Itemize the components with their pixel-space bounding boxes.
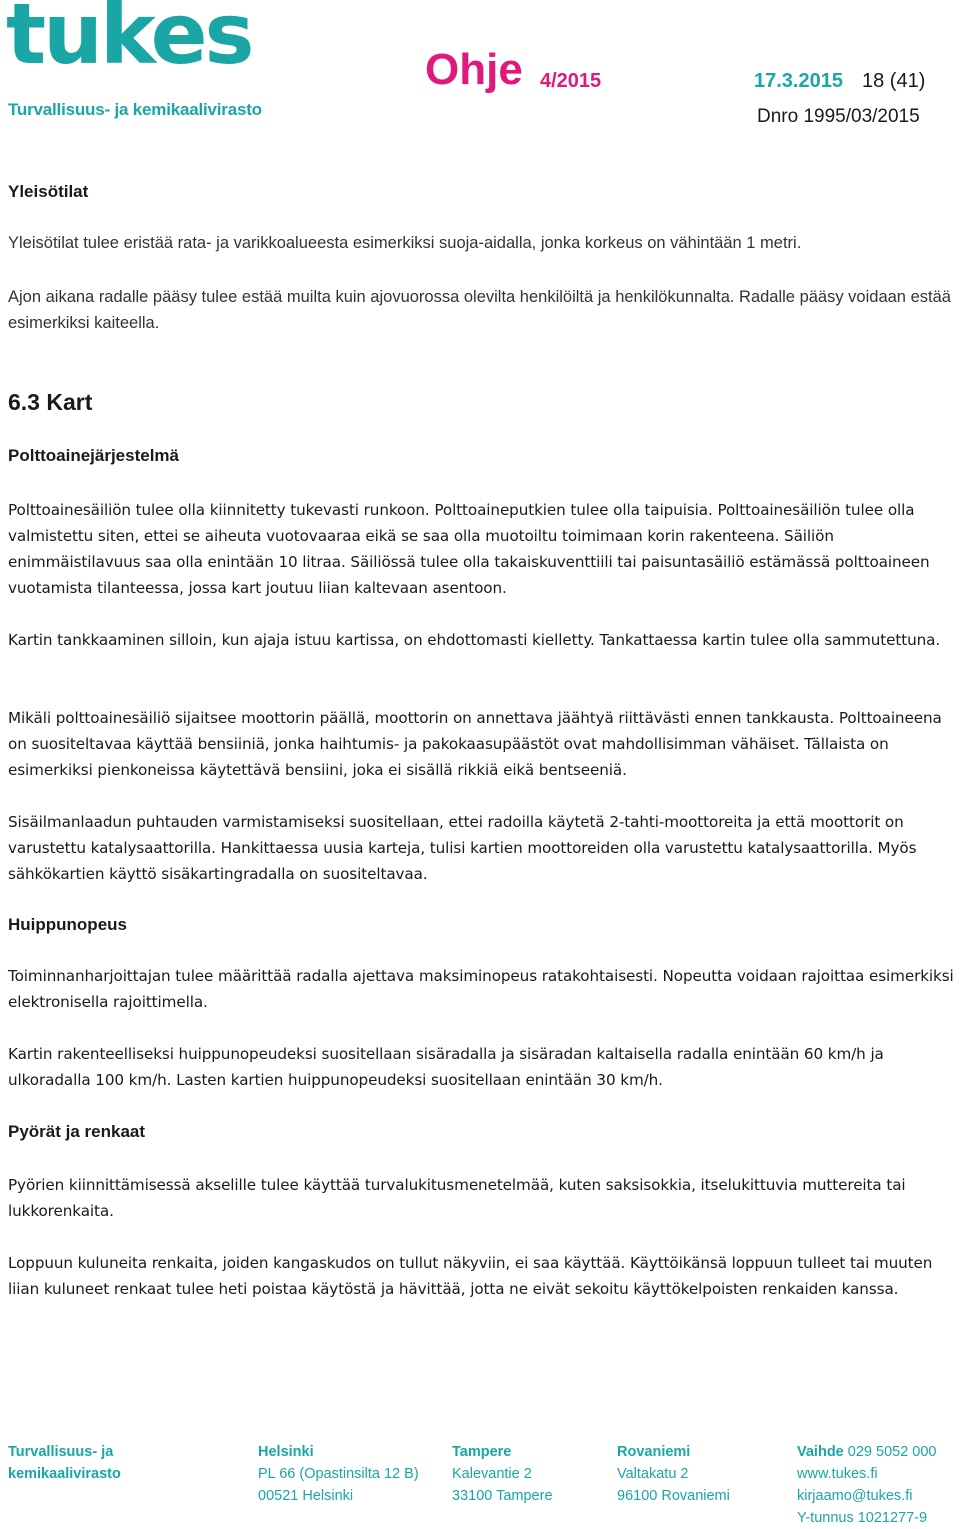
page-number: 18 (41) bbox=[862, 70, 926, 92]
paragraph-1: Yleisötilat tulee eristää rata- ja varikkoalueesta esimerkiksi suoja-aidalla, jonka korkeus on vähintään 1 metri. bbox=[8, 234, 802, 252]
section-heading-kart: 6.3 Kart bbox=[8, 389, 93, 415]
document-type: Ohje bbox=[425, 45, 523, 94]
paragraph-3: Polttoainesäiliön tulee olla kiinnitetty tukevasti runkoon. Polttoaineputkien tulee olla taipuisia. Polttoainesäiliön tulee olla valmistettu siten, ettei se aiheuta vuotovaaraa eikä se saa olla muotoiltu toimimaan korin rakenteena. Säiliön enimmäistilavuus saa olla enintään 10 litraa. Säiliössä tulee olla takaiskuventtiili tai paisuntasäiliö estämässä polttoaineen vuotamista tilanteessa, jossa kart joutuu liian kaltevaan asentoon. bbox=[8, 501, 930, 597]
footer-tampere bbox=[452, 1441, 612, 1507]
heading-polttoainejarjestelma: Polttoainejärjestelmä bbox=[8, 446, 180, 465]
footer-vaihde-number: 029 5052 000 bbox=[847, 1444, 937, 1460]
heading-pyorat-ja-renkaat: Pyörät ja renkaat bbox=[8, 1122, 146, 1141]
document-number: 4/2015 bbox=[540, 70, 602, 92]
footer-rovaniemi-postal: 96100 Rovaniemi bbox=[617, 1488, 730, 1504]
paragraph-9: Pyörien kiinnittämisessä akselille tulee käyttää turvalukitusmenetelmää, kuten saksisokkia, itselukittuvia muttereita tai lukkorenkaita. bbox=[8, 1176, 906, 1220]
footer-org-line1: Turvallisuus- ja bbox=[8, 1444, 114, 1460]
footer-organization bbox=[8, 1441, 238, 1485]
paragraph-2: Ajon aikana radalle pääsy tulee estää muilta kuin ajovuorossa olevilta henkilöiltä ja henkilökunnalta. Radalle pääsy voidaan estää esimerkiksi kaiteella. bbox=[8, 288, 951, 332]
paragraph-5: Mikäli polttoainesäiliö sijaitsee moottorin päällä, moottorin on annettava jäähtyä riittävästi ennen tankkausta. Polttoaineena on suositeltavaa käyttää bensiiniä, jonka haihtumis- ja pakokaasupäästöt ovat mahdollisimman vähäiset. Tällaista on esimerkiksi pienkoneissa käytettävä bensiini, joka ei sisällä rikkiä eikä bentseeniä. bbox=[8, 709, 942, 779]
document-date: 17.3.2015 bbox=[754, 70, 843, 92]
paragraph-7: Toiminnanharjoittajan tulee määrittää radalla ajettava maksiminopeus ratakohtaisesti. Nopeutta voidaan rajoittaa esimerkiksi elektronisella rajoittimella. bbox=[8, 967, 954, 1011]
footer-business-id: Y-tunnus 1021277-9 bbox=[797, 1510, 928, 1526]
footer-rovaniemi-title: Rovaniemi bbox=[617, 1444, 691, 1460]
logo-subtitle: Turvallisuus- ja kemikaalivirasto bbox=[8, 100, 262, 119]
footer-rovaniemi bbox=[617, 1441, 787, 1507]
paragraph-10: Loppuun kuluneita renkaita, joiden kangaskudos on tullut näkyviin, ei saa käyttää. Käyttöikänsä loppuun tulleet tai muuten liian kuluneet renkaat tulee heti poistaa käytöstä ja hävittää, jotta ne eivät sekoitu käyttökelpoisten renkaiden kanssa. bbox=[8, 1254, 933, 1298]
tukes-logo: tukes bbox=[6, 0, 252, 83]
footer-website-link[interactable]: www.tukes.fi bbox=[797, 1466, 878, 1482]
footer-org-line2: kemikaalivirasto bbox=[8, 1466, 121, 1482]
footer-rovaniemi-address: Valtakatu 2 bbox=[617, 1466, 689, 1482]
footer-helsinki-address: PL 66 (Opastinsilta 12 B) bbox=[258, 1466, 419, 1482]
footer-helsinki bbox=[258, 1441, 448, 1507]
footer-helsinki-postal: 00521 Helsinki bbox=[258, 1488, 354, 1504]
paragraph-6: Sisäilmanlaadun puhtauden varmistamiseksi suositellaan, ettei radoilla käytetä 2-tahti-moottoreita ja että moottorit on varustettu katalysaattorilla. Hankittaessa uusia karteja, tulisi kartien moottoreiden olla varustettu katalysaattorilla. Myös sähkökartien käyttö sisäkartingradalla on suositeltavaa. bbox=[8, 813, 917, 883]
footer-helsinki-title: Helsinki bbox=[258, 1444, 314, 1460]
heading-huippunopeus: Huippunopeus bbox=[8, 915, 127, 934]
diary-number: Dnro 1995/03/2015 bbox=[757, 106, 920, 127]
heading-yleisotilat: Yleisötilat bbox=[8, 182, 89, 201]
footer-vaihde-label: Vaihde bbox=[797, 1444, 844, 1460]
paragraph-4: Kartin tankkaaminen silloin, kun ajaja istuu kartissa, on ehdottomasti kielletty. Tankattaessa kartin tulee olla sammutettuna. bbox=[8, 631, 941, 649]
footer-tampere-address: Kalevantie 2 bbox=[452, 1466, 532, 1482]
paragraph-8: Kartin rakenteelliseksi huippunopeudeksi suositellaan sisäradalla ja sisäradan kaltaisella radalla enintään 60 km/h ja ulkoradalla 100 km/h. Lasten kartien huippunopeudeksi suositellaan enintään 30 km/h. bbox=[8, 1045, 884, 1089]
footer-tampere-title: Tampere bbox=[452, 1444, 512, 1460]
footer-tampere-postal: 33100 Tampere bbox=[452, 1488, 553, 1504]
footer-email-link[interactable]: kirjaamo@tukes.fi bbox=[797, 1488, 913, 1504]
footer-contact bbox=[797, 1441, 957, 1529]
